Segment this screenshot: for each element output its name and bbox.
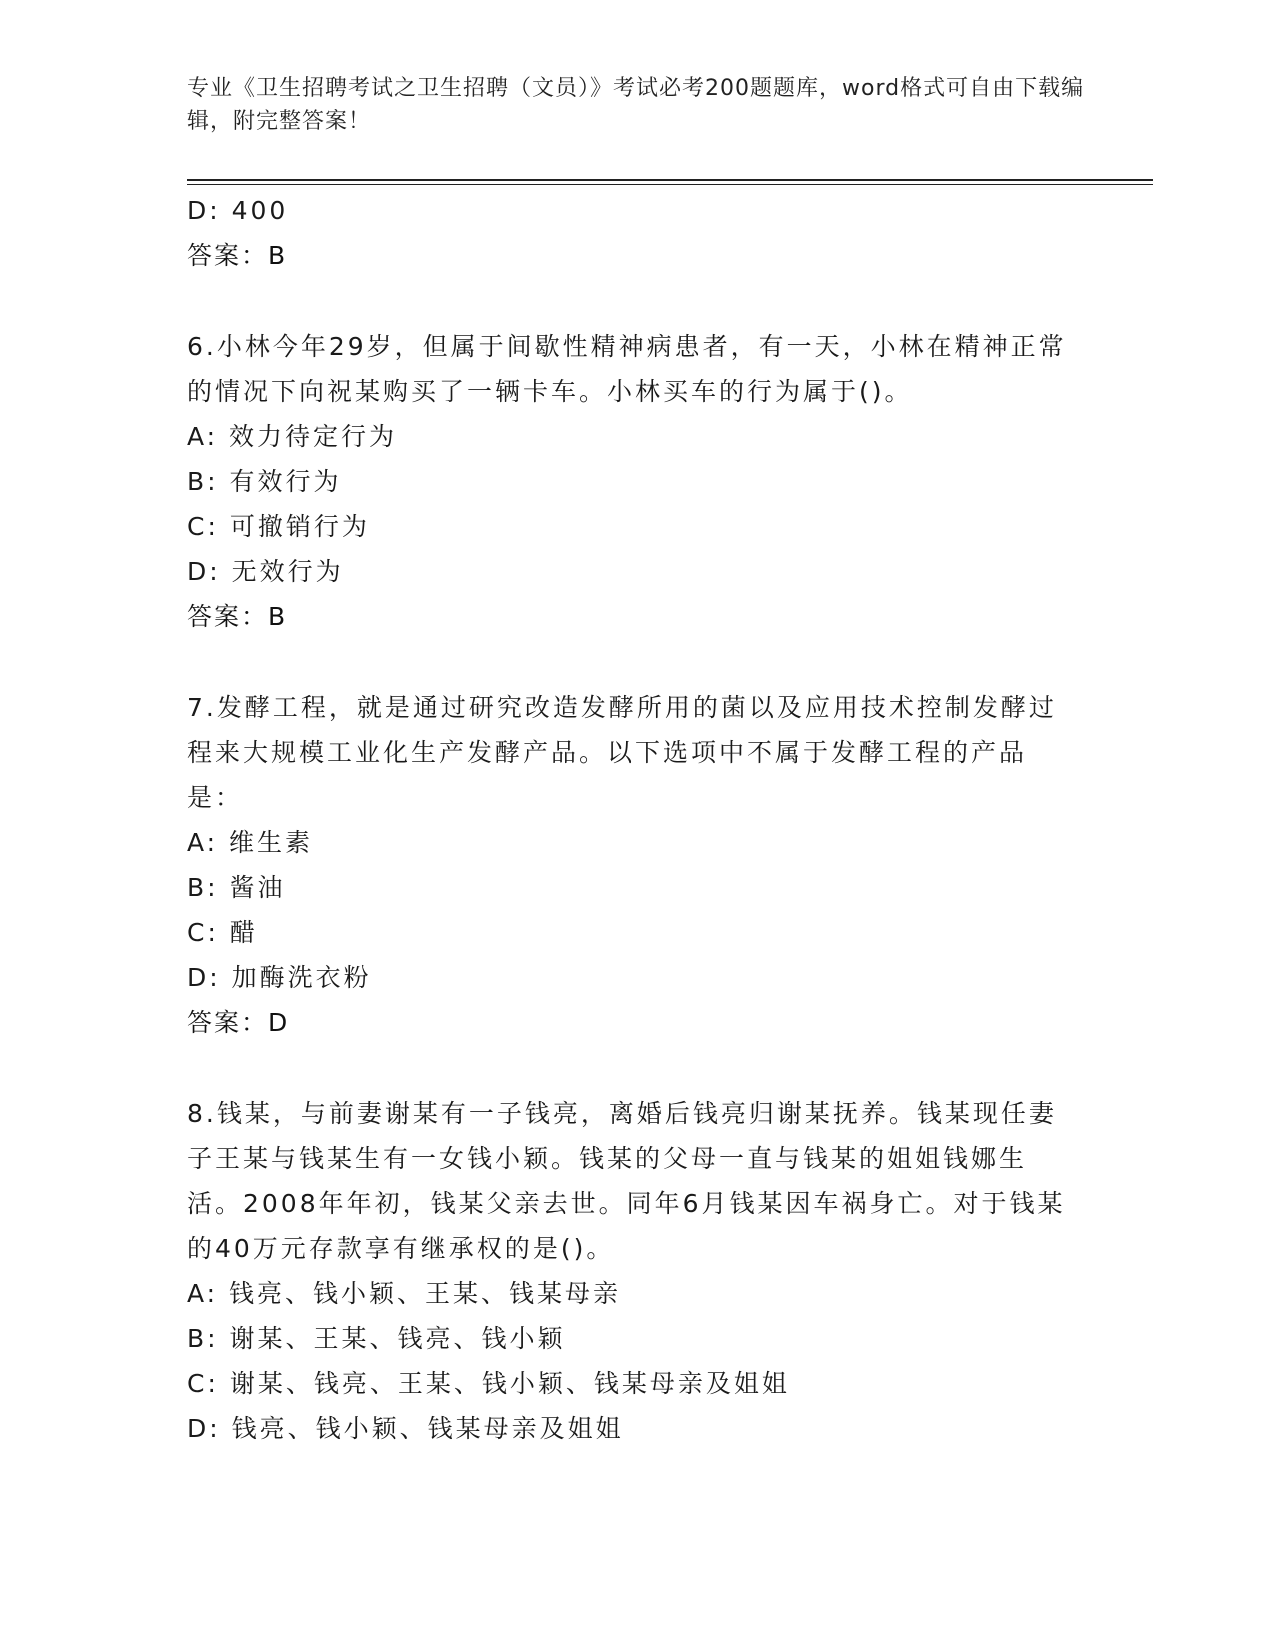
question-gap [187, 278, 1087, 324]
prev-question-option-d: D: 400 [187, 196, 289, 225]
question-stem: 6.小林今年29岁，但属于间歇性精神病患者，有一天，小林在精神正常的情况下向祝某购买了一辆卡车。小林买车的行为属于()。 [187, 332, 1067, 406]
option-c: C: 谢某、钱亮、王某、钱小颖、钱某母亲及姐姐 [187, 1369, 790, 1398]
question-stem: 7.发酵工程，就是通过研究改造发酵所用的菌以及应用技术控制发酵过程来大规模工业化生产发酵产品。以下选项中不属于发酵工程的产品是： [187, 693, 1057, 812]
question-stem: 8.钱某，与前妻谢某有一子钱亮，离婚后钱亮归谢某抚养。钱某现任妻子王某与钱某生有一女钱小颖。钱某的父母一直与钱某的姐姐钱娜生活。2008年年初，钱某父亲去世。同年6月钱某因车祸身亡。对于钱某的40万元存款享有继承权的是()。 [187, 1099, 1066, 1263]
header-divider-thin [187, 184, 1153, 185]
option-d: D: 无效行为 [187, 557, 344, 586]
option-b: B: 有效行为 [187, 467, 342, 496]
option-c: C: 可撤销行为 [187, 512, 370, 541]
question-8 [187, 1091, 1087, 1451]
option-d: D: 加酶洗衣粉 [187, 963, 372, 992]
option-a: A: 维生素 [187, 828, 314, 857]
option-a: A: 钱亮、钱小颖、王某、钱某母亲 [187, 1279, 622, 1308]
question-gap [187, 1045, 1087, 1091]
option-c: C: 醋 [187, 918, 258, 947]
question-answer: 答案：B [187, 602, 288, 631]
header-divider-thick [187, 179, 1153, 181]
option-b: B: 谢某、王某、钱亮、钱小颖 [187, 1324, 566, 1353]
prev-question-answer: 答案：B [187, 241, 288, 270]
question-gap [187, 639, 1087, 685]
option-b: B: 酱油 [187, 873, 286, 902]
option-a: A: 效力待定行为 [187, 422, 398, 451]
question-6 [187, 324, 1087, 639]
option-d: D: 钱亮、钱小颖、钱某母亲及姐姐 [187, 1414, 624, 1443]
page-header-title: 专业《卫生招聘考试之卫生招聘（文员）》考试必考200题题库，word格式可自由下载编辑，附完整答案！ [187, 76, 1085, 134]
question-answer: 答案：D [187, 1008, 290, 1037]
question-7 [187, 685, 1087, 1045]
question-content [187, 188, 1087, 1451]
